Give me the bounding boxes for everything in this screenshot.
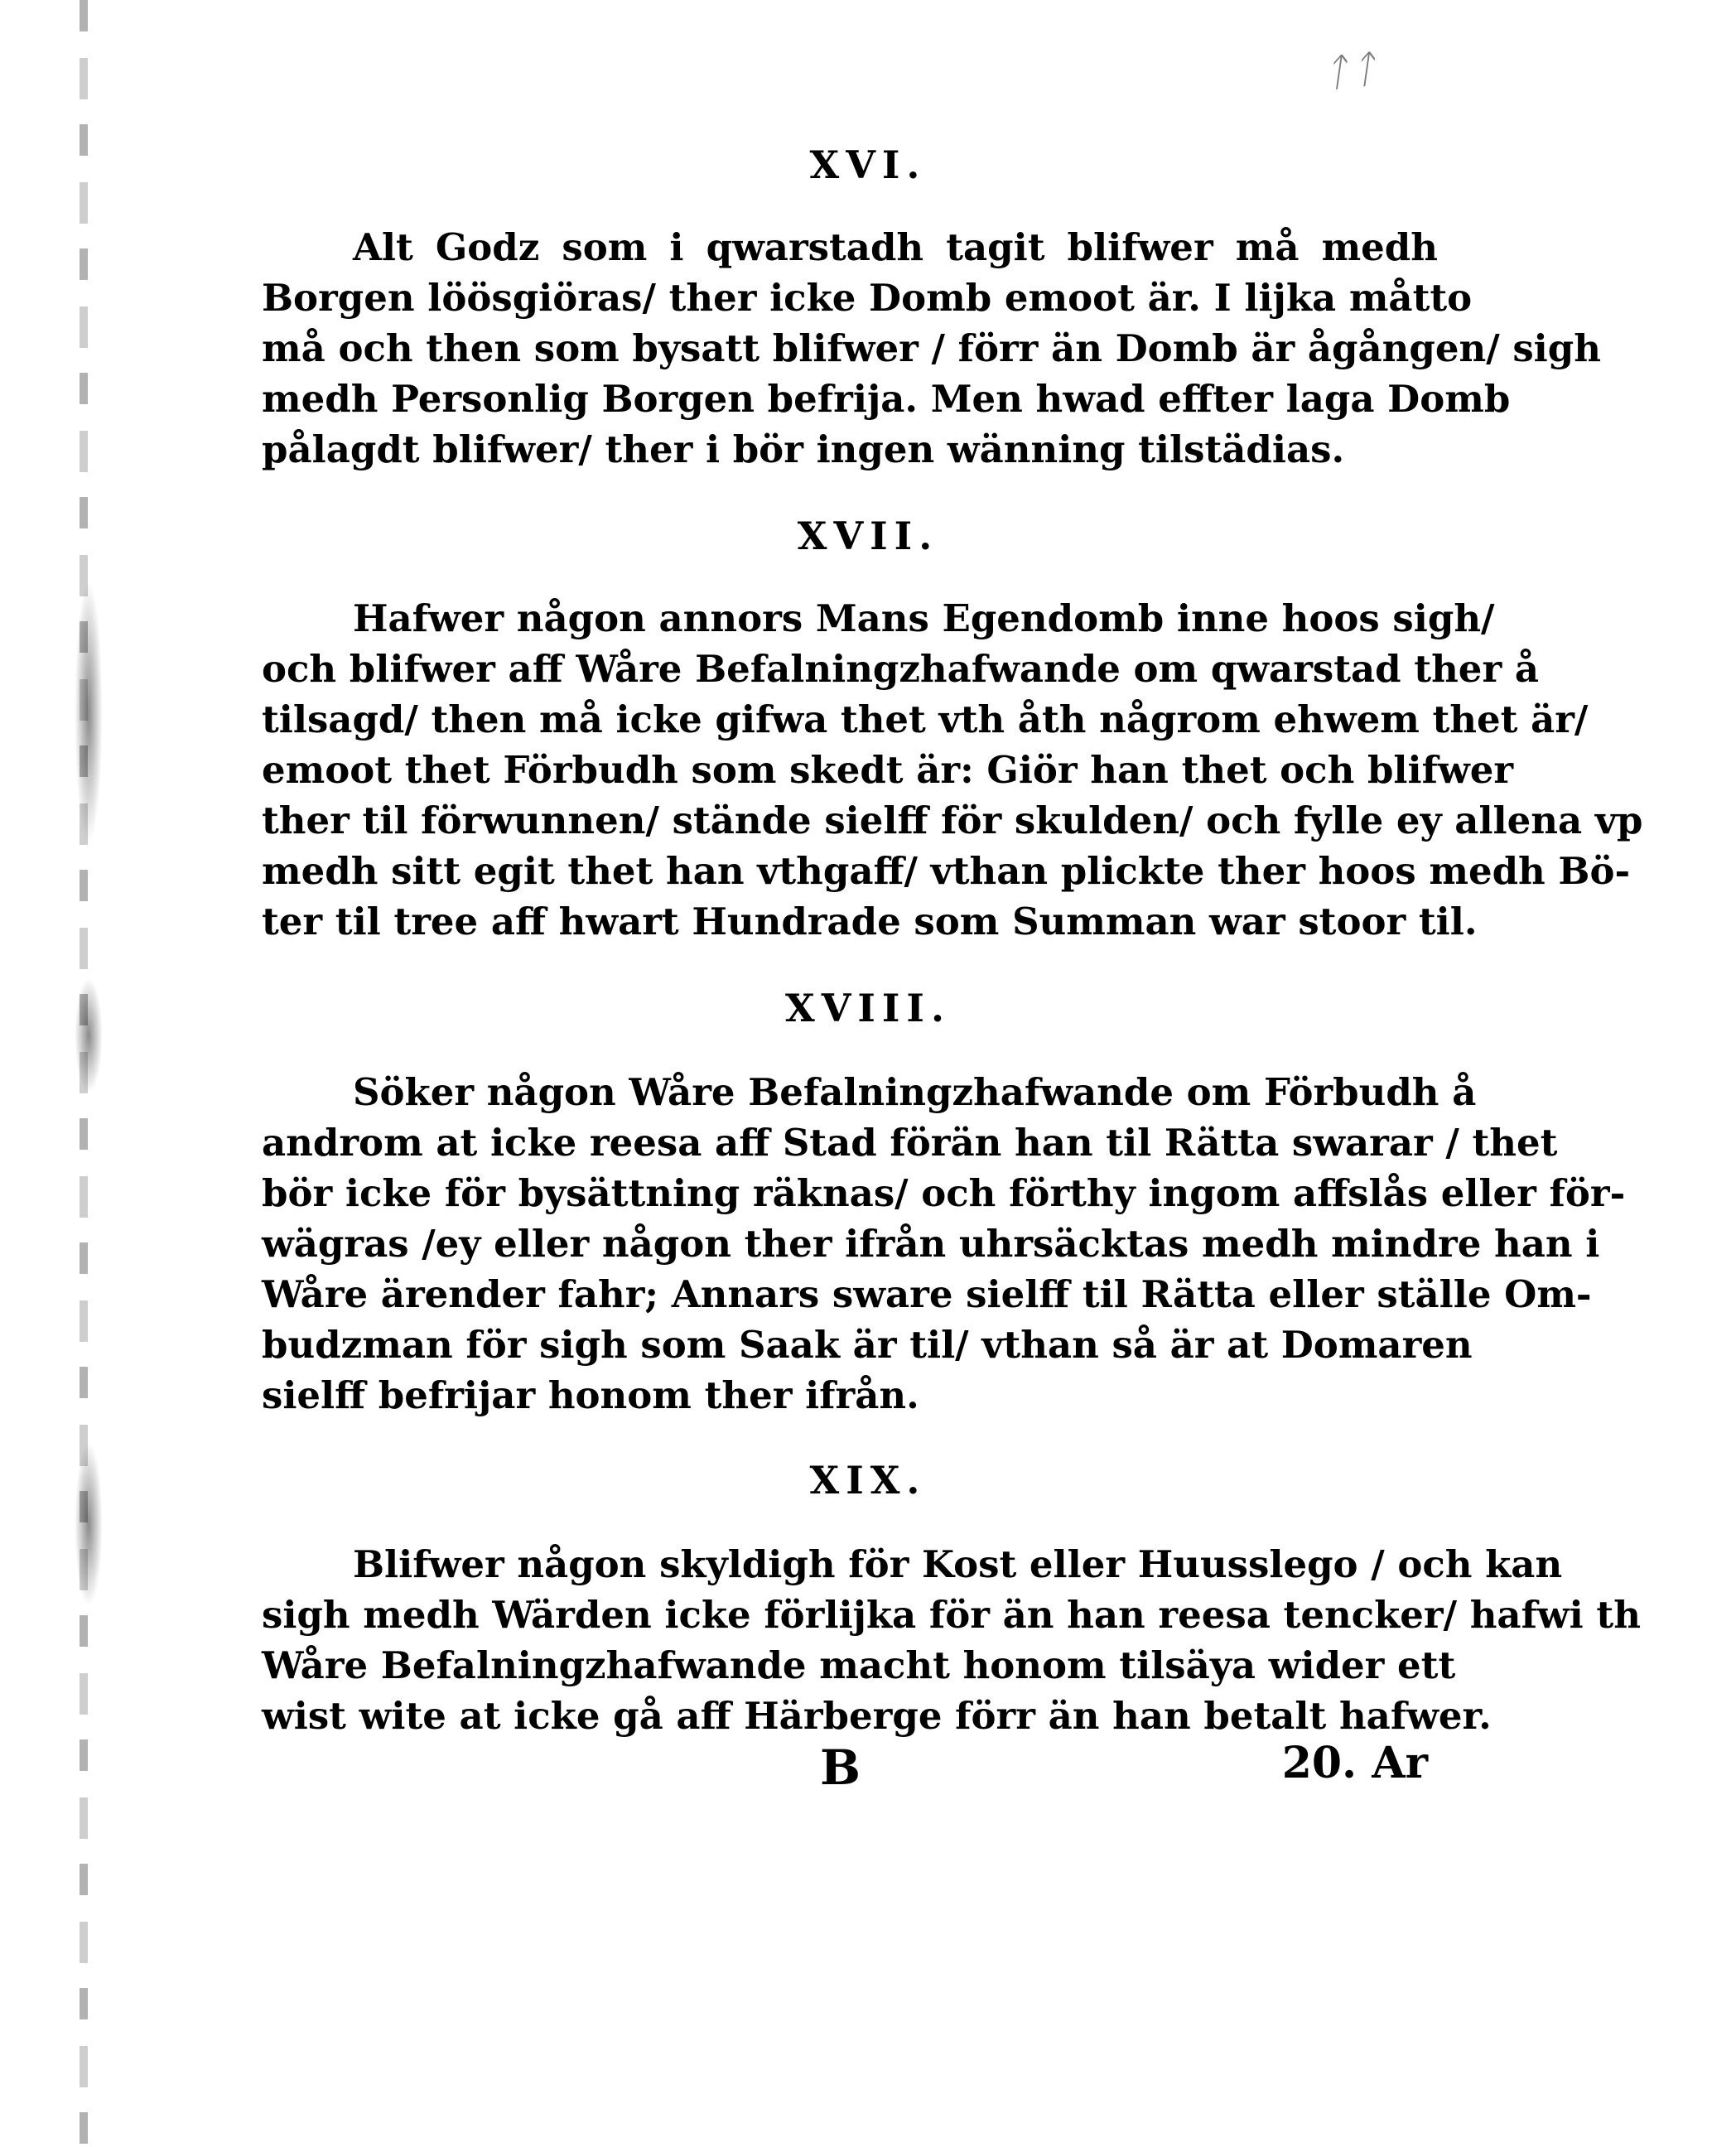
text-line: Wåre Befalningzhafwande macht honom tilsäya wider ett xyxy=(262,1643,1456,1687)
text-line: Hafwer någon annors Mans Egendomb inne hoos sigh/ xyxy=(353,596,1495,640)
text-line: wist wite at icke gå aff Härberge förr än han betalt hafwer. xyxy=(262,1694,1492,1738)
text-line: emoot thet Förbudh som skedt är: Giör han thet och blifwer xyxy=(262,748,1514,792)
paragraph-xviii xyxy=(262,1067,1626,1421)
text-line: sigh medh Wärden icke förlijka för än han reesa tencker/ hafwi th xyxy=(262,1593,1641,1637)
text-line: pålagdt blifwer/ ther i bör ingen wänning tilstädias. xyxy=(262,427,1345,471)
text-line: Alt Godz som i qwarstadh tagit blifwer må medh xyxy=(353,225,1438,269)
section-heading-xvii: XVII. xyxy=(797,514,939,558)
paragraph-xvii xyxy=(262,593,1643,947)
text-line: budzman för sigh som Saak är til/ vthan så är at Domaren xyxy=(262,1323,1473,1367)
text-line: medh sitt egit thet han vthgaff/ vthan plickte ther hoos medh Bö- xyxy=(262,849,1631,893)
signature-mark: B xyxy=(820,1739,861,1796)
text-line: Söker någon Wåre Befalningzhafwande om Förbudh å xyxy=(353,1070,1477,1114)
text-line: wägras /ey eller någon ther ifrån uhrsäcktas medh mindre han i xyxy=(262,1222,1600,1266)
text-line: ter til tree aff hwart Hundrade som Summan war stoor til. xyxy=(262,900,1478,943)
text-line: Borgen löösgiöras/ ther icke Domb emoot är. I lijka måtto xyxy=(262,276,1473,320)
text-line: ther til förwunnen/ stände sielff för skulden/ och fylle ey allena vp xyxy=(262,798,1643,842)
section-heading-xix: XIX. xyxy=(809,1458,927,1503)
text-line: bör icke för bysättning räknas/ och förthy ingom affslås eller för- xyxy=(262,1171,1626,1215)
paragraph-xvi xyxy=(262,222,1601,475)
scan-smudge xyxy=(75,580,103,845)
text-line: tilsagd/ then må icke gifwa thet vth åth någrom ehwem thet är/ xyxy=(262,697,1589,741)
paragraph-xix xyxy=(262,1539,1641,1741)
handwritten-margin-note: ᛏᛏ xyxy=(1322,45,1382,96)
text-line: medh Personlig Borgen befrija. Men hwad effter laga Domb xyxy=(262,377,1511,421)
text-line: Wåre ärender fahr; Annars sware sielff til Rätta eller ställe Om- xyxy=(262,1272,1592,1316)
text-line: Blifwer någon skyldigh för Kost eller Huusslego / och kan xyxy=(353,1542,1563,1586)
text-line: sielff befrijar honom ther ifrån. xyxy=(262,1373,919,1417)
section-heading-xviii: XVIII. xyxy=(785,986,951,1030)
text-line: må och then som bysatt blifwer / förr än Domb är ågången/ sigh xyxy=(262,326,1601,370)
catchword: 20. Ar xyxy=(1281,1738,1428,1788)
section-heading-xvi: XVI. xyxy=(809,142,927,187)
text-line: androm at icke reesa aff Stad förän han til Rätta swarar / thet xyxy=(262,1121,1558,1165)
text-line: och blifwer aff Wåre Befalningzhafwande om qwarstad ther å xyxy=(262,647,1539,691)
